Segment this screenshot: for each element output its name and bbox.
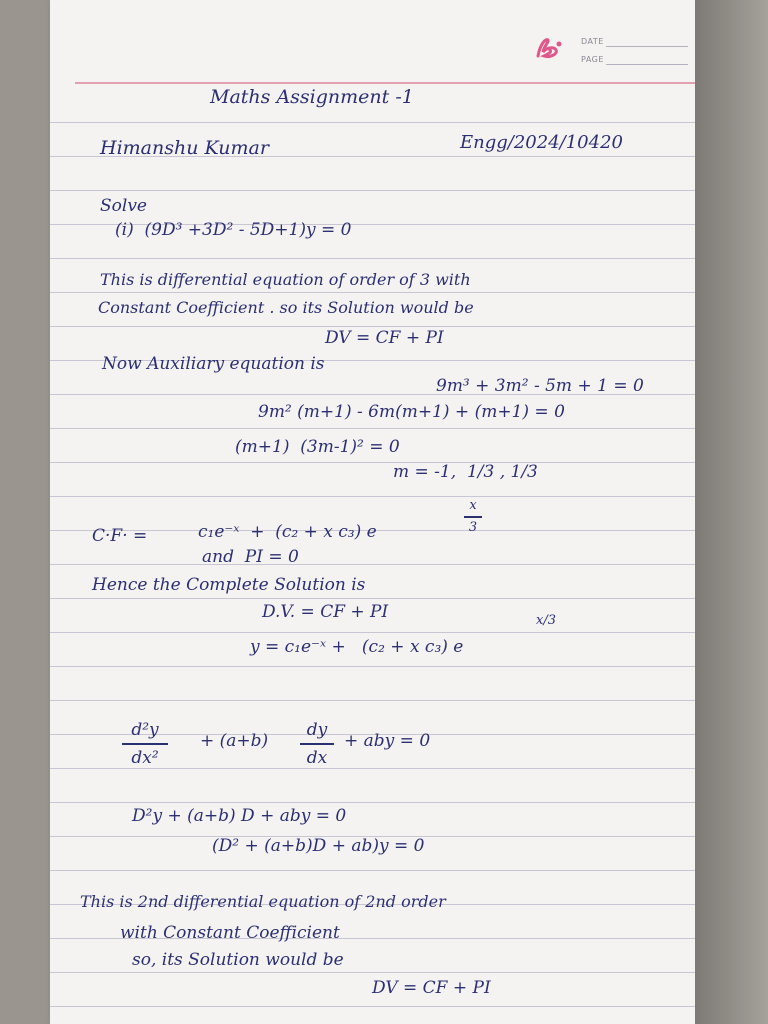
pi-value: and PI = 0 [202,547,299,567]
cf-exponent-num: x [469,498,477,513]
page-label: PAGE [581,55,604,64]
q2-text-line-2: with Constant Coefficient [120,923,340,943]
q2-operator-form: D²y + (a+b) D + aby = 0 [132,806,347,826]
cf-label: C·F· = [92,526,148,546]
q1-factor-step: 9m² (m+1) - 6m(m+1) + (m+1) = 0 [258,402,565,422]
hence-line: Hence the Complete Solution is [92,575,366,595]
dy-numerator: dy [306,720,328,740]
q2-text-line-1: This is 2nd differential equation of 2nd order [80,892,446,911]
cf-expression: c₁e⁻ˣ + (c₂ + x c₃) e [198,522,377,542]
d2y-numerator: d²y [131,720,159,740]
notebook-page [50,0,695,1024]
date-label: DATE [581,37,604,46]
dy-dx-fraction [300,720,334,768]
question-1: (i) (9D³ +3D² - 5D+1)y = 0 [115,220,352,240]
dv-line: D.V. = CF + PI [262,602,389,622]
date-rule [606,46,688,47]
page-edge [695,0,768,1024]
q1-text-line-2: Constant Coefficient . so its Solution would be [98,298,474,317]
q2-dv-formula: DV = CF + PI [372,978,491,998]
q2-last-term: + aby = 0 [344,731,431,751]
dy-denominator: dx [306,748,328,768]
d2y-dx2-fraction [122,720,168,768]
assignment-title: Maths Assignment -1 [210,86,414,108]
q1-roots: m = -1, 1/3 , 1/3 [393,462,538,482]
q2-middle-term: + (a+b) [200,731,269,751]
d2y-denominator: dx² [131,748,159,768]
general-solution: y = c₁e⁻ˣ + (c₂ + x c₃) e [250,637,464,657]
notebook-brand-logo [534,36,566,60]
student-name: Himanshu Kumar [100,137,269,159]
q1-factored: (m+1) (3m-1)² = 0 [235,437,400,457]
q2-factored-form: (D² + (a+b)D + ab)y = 0 [212,836,425,856]
solve-label: Solve [100,196,147,216]
q2-text-line-3: so, its Solution would be [132,950,344,970]
cf-exponent [464,496,482,538]
page-rule [606,64,688,65]
roll-number: Engg/2024/10420 [460,132,623,153]
solution-exponent: x/3 [536,613,556,628]
cf-exponent-den: 3 [468,520,478,535]
d2y-bar [122,743,168,745]
top-margin-line [75,82,695,84]
q1-dv-formula: DV = CF + PI [325,328,444,348]
q1-aux-equation: 9m³ + 3m² - 5m + 1 = 0 [436,376,644,396]
dy-bar [300,743,334,745]
q1-auxiliary-line: Now Auxiliary equation is [102,354,325,374]
q1-text-line-1: This is differential equation of order of 3 with [100,270,471,289]
